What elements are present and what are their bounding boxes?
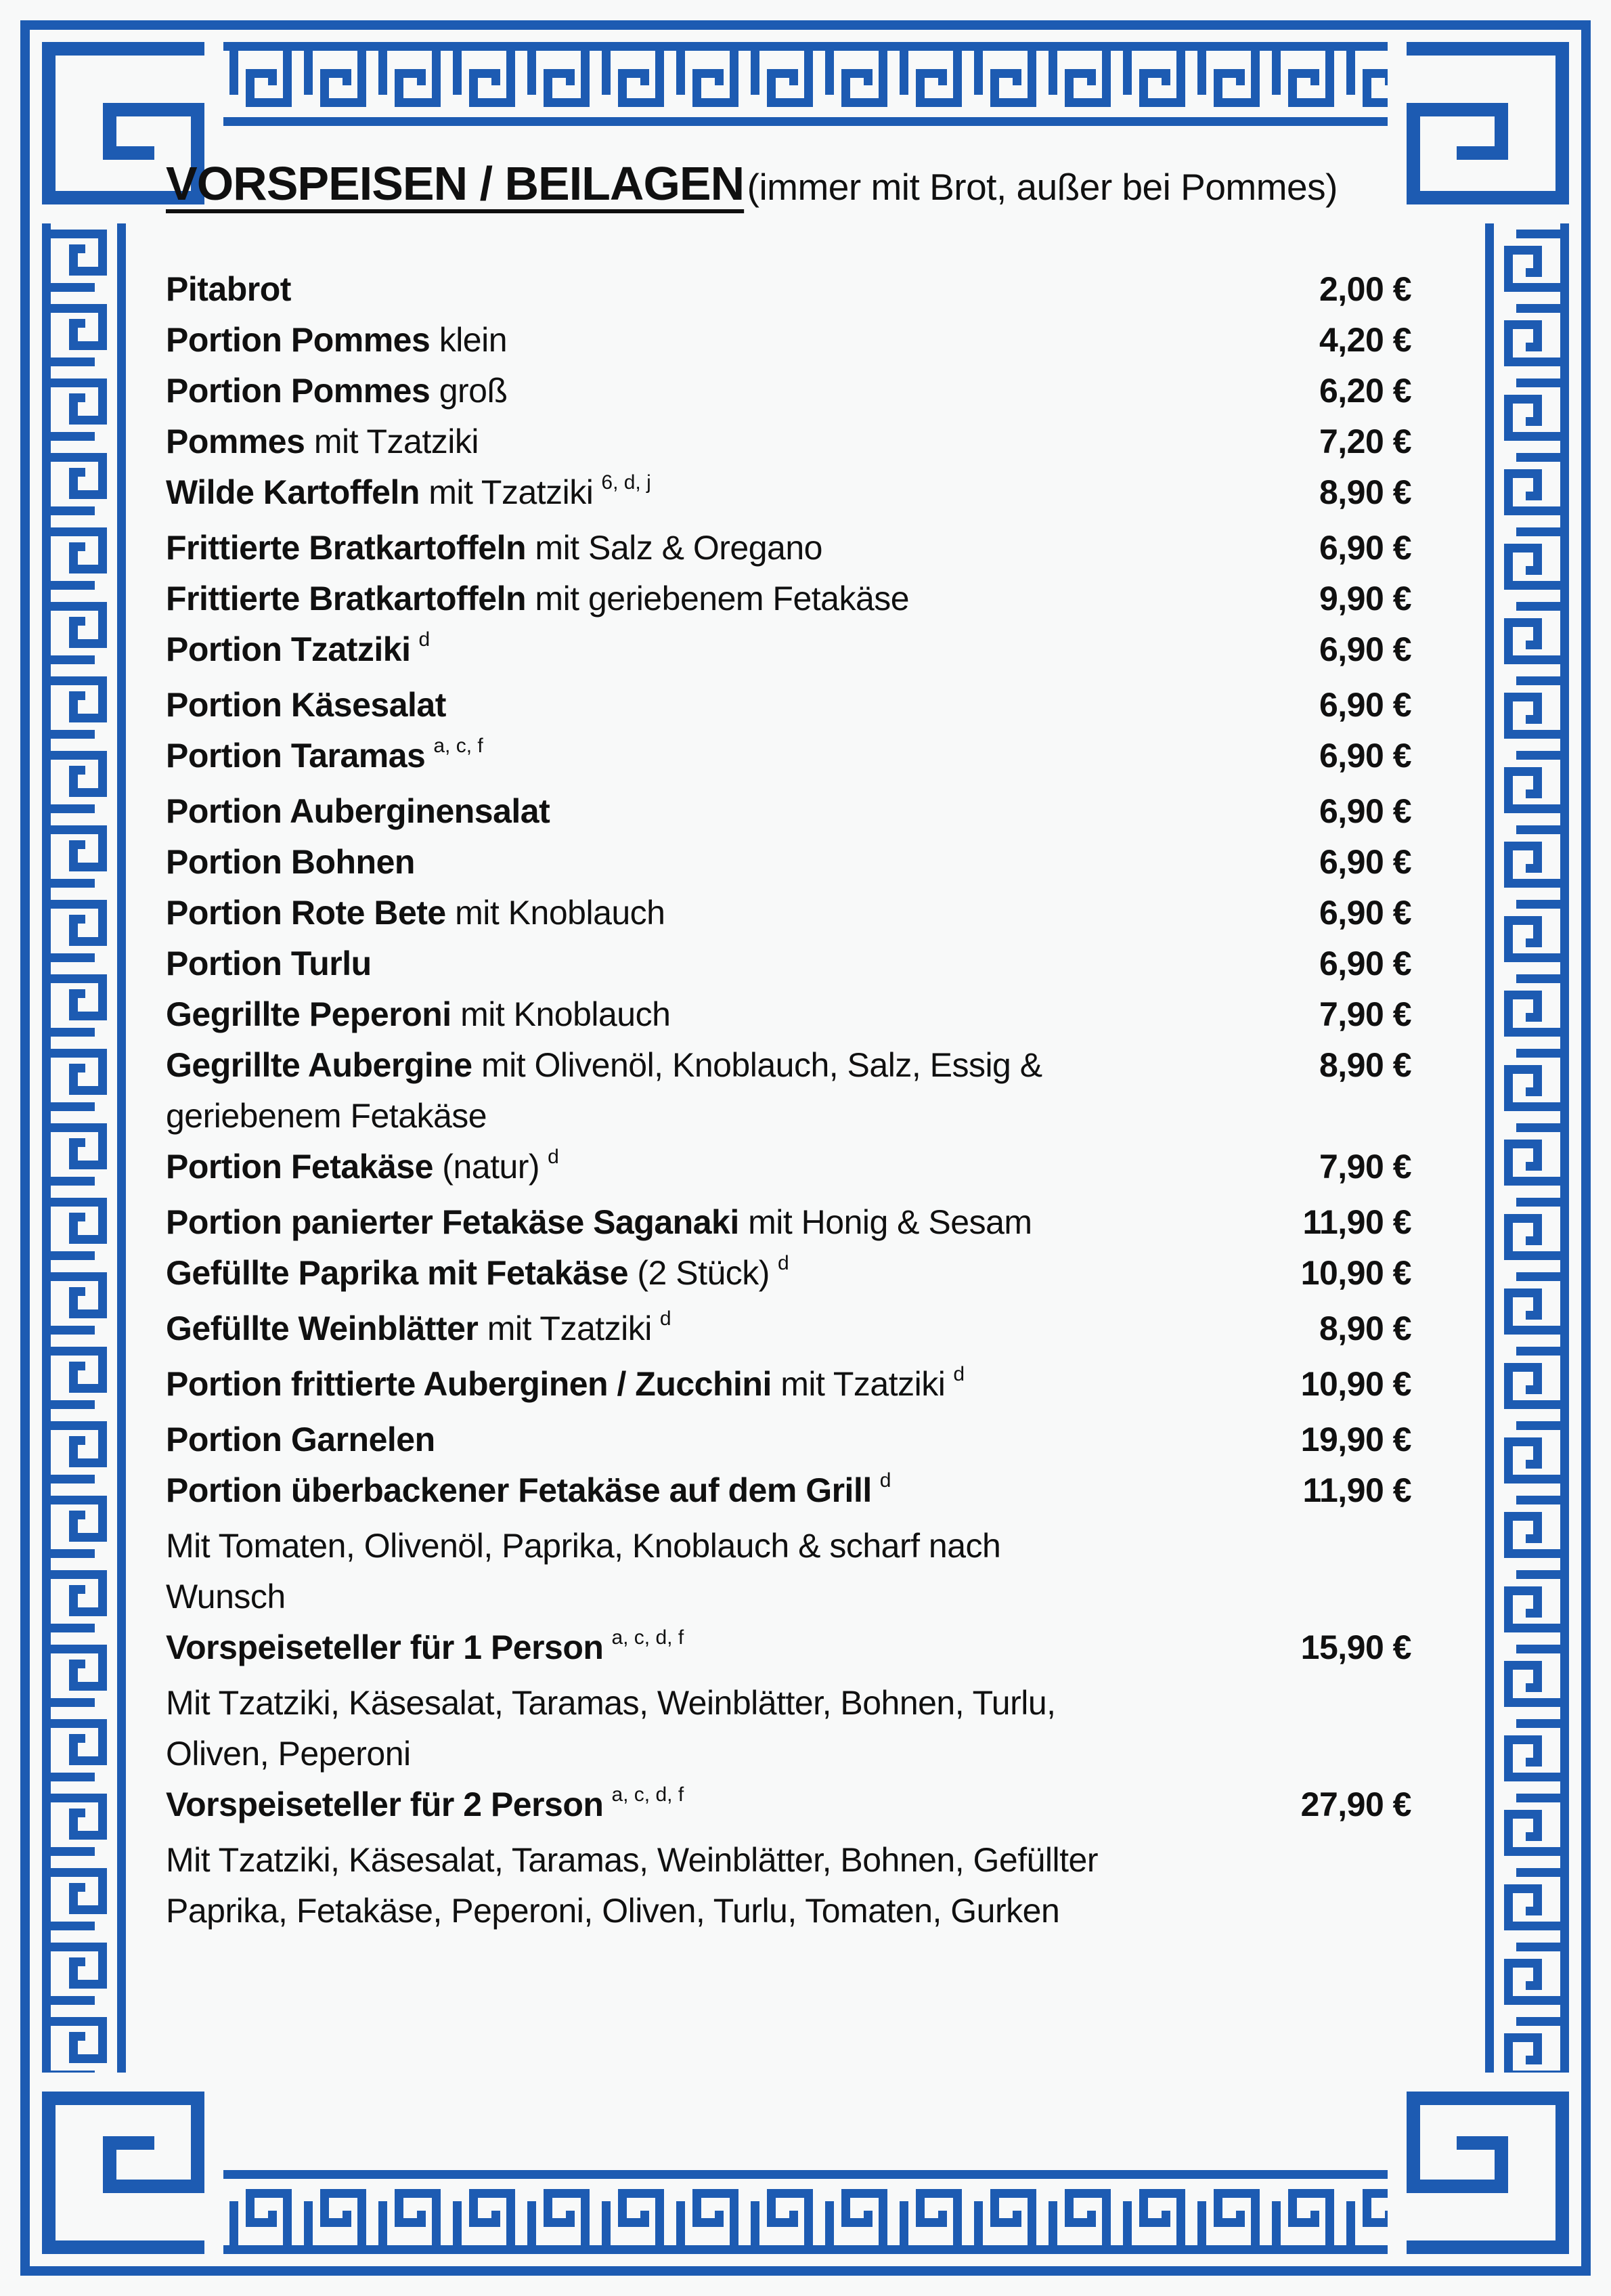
item-name <box>166 786 1319 837</box>
menu-item-row <box>166 416 1411 467</box>
item-price: 27,90 € <box>1300 1785 1411 1823</box>
menu-item-row <box>166 1248 1411 1303</box>
item-price: 10,90 € <box>1300 1365 1411 1403</box>
item-name-detail: mit Knoblauch <box>445 894 665 932</box>
item-price: 2,00 € <box>1319 270 1411 308</box>
menu-item-description-row <box>166 1521 1411 1572</box>
item-name <box>166 1142 1319 1197</box>
menu-item-description-row <box>166 1729 1411 1779</box>
item-name-bold: Wilde Kartoffeln <box>166 473 420 511</box>
item-price: 19,90 € <box>1300 1421 1411 1458</box>
item-name <box>166 1414 1301 1465</box>
menu-item-row <box>166 1197 1411 1248</box>
item-description: geriebenem Fetakäse <box>166 1097 487 1135</box>
item-name <box>166 938 1319 989</box>
item-name <box>166 731 1319 786</box>
menu-content <box>166 154 1411 1936</box>
item-name-bold: Portion Rote Bete <box>166 894 446 932</box>
menu-item-row <box>166 1779 1411 1835</box>
item-name <box>166 1303 1319 1359</box>
item-name-bold: Vorspeiseteller für 2 Person <box>166 1785 604 1823</box>
item-name-detail: (2 Stück) <box>628 1254 770 1292</box>
menu-item-row <box>166 837 1411 888</box>
item-name <box>166 989 1319 1040</box>
item-name <box>166 1779 1301 1835</box>
menu-item-row <box>166 523 1411 573</box>
item-price: 7,90 € <box>1319 1148 1411 1186</box>
item-name-bold: Portion Käsesalat <box>166 686 446 724</box>
item-name <box>166 573 1319 624</box>
item-name-bold: Portion panierter Fetakäse Saganaki <box>166 1203 739 1241</box>
item-name-bold: Pommes <box>166 423 305 460</box>
item-name-bold: Portion Fetakäse <box>166 1148 433 1186</box>
item-price: 8,90 € <box>1319 473 1411 511</box>
item-allergen-superscript: d <box>548 1146 559 1168</box>
item-name-detail: mit Tzatziki <box>305 423 479 460</box>
item-name-detail: groß <box>430 372 508 410</box>
item-name-bold: Gefüllte Paprika mit Fetakäse <box>166 1254 629 1292</box>
item-price: 6,90 € <box>1319 945 1411 982</box>
menu-item-row <box>166 1359 1411 1414</box>
item-name <box>166 523 1319 573</box>
item-price: 6,90 € <box>1319 894 1411 932</box>
item-name-bold: Frittierte Bratkartoffeln <box>166 580 527 618</box>
item-name <box>166 1465 1302 1521</box>
item-name <box>166 315 1319 366</box>
item-price: 9,90 € <box>1319 580 1411 618</box>
item-name <box>166 624 1319 680</box>
item-name <box>166 1197 1302 1248</box>
menu-item-row <box>166 573 1411 624</box>
item-allergen-superscript: a, c, d, f <box>611 1626 684 1649</box>
menu-item-row <box>166 1303 1411 1359</box>
item-name <box>166 888 1319 938</box>
menu-item-row <box>166 1142 1411 1197</box>
item-description: Wunsch <box>166 1578 286 1616</box>
item-description: Paprika, Fetakäse, Peperoni, Oliven, Turlu, Tomaten, Gurken <box>166 1892 1060 1930</box>
item-name <box>166 416 1319 467</box>
item-price: 15,90 € <box>1300 1628 1411 1666</box>
item-allergen-superscript: a, c, d, f <box>611 1783 684 1806</box>
item-price: 11,90 € <box>1302 1203 1411 1241</box>
item-description: Mit Tzatziki, Käsesalat, Taramas, Weinblätter, Bohnen, Turlu, <box>166 1684 1056 1722</box>
item-price: 6,90 € <box>1319 792 1411 830</box>
item-price: 8,90 € <box>1319 1046 1411 1084</box>
item-name-bold: Pitabrot <box>166 270 291 308</box>
item-name-bold: Gegrillte Aubergine <box>166 1046 472 1084</box>
menu-item-row <box>166 680 1411 731</box>
item-price: 6,90 € <box>1319 529 1411 567</box>
menu-item-row <box>166 731 1411 786</box>
item-price: 6,90 € <box>1319 737 1411 775</box>
menu-item-row <box>166 467 1411 523</box>
item-name <box>166 680 1319 731</box>
item-price: 11,90 € <box>1302 1471 1411 1509</box>
item-name <box>166 264 1319 315</box>
item-allergen-superscript: a, c, f <box>433 735 483 757</box>
page-subtitle: (immer mit Brot, außer bei Pommes) <box>747 166 1338 208</box>
item-description: Mit Tzatziki, Käsesalat, Taramas, Weinblätter, Bohnen, Gefüllter <box>166 1841 1098 1879</box>
section-heading <box>166 154 1411 226</box>
menu-item-row <box>166 938 1411 989</box>
item-name-bold: Portion Auberginensalat <box>166 792 550 830</box>
menu-item-row <box>166 315 1411 366</box>
item-name <box>166 1248 1301 1303</box>
item-name-detail: (natur) <box>433 1148 540 1186</box>
menu-item-row <box>166 264 1411 315</box>
item-description: Oliven, Peperoni <box>166 1735 411 1773</box>
item-name-detail: mit Knoblauch <box>451 995 671 1033</box>
item-price: 8,90 € <box>1319 1309 1411 1347</box>
item-name-bold: Portion Garnelen <box>166 1421 435 1458</box>
menu-item-description-row <box>166 1091 1411 1142</box>
menu-item-description-row <box>166 1835 1411 1886</box>
menu-item-row <box>166 1040 1411 1091</box>
item-price: 7,90 € <box>1319 995 1411 1033</box>
item-name-bold: Portion Turlu <box>166 945 372 982</box>
item-name-detail: mit Honig & Sesam <box>738 1203 1032 1241</box>
menu-item-row <box>166 989 1411 1040</box>
page-title: VORSPEISEN / BEILAGEN <box>166 157 745 210</box>
item-name <box>166 1359 1301 1414</box>
item-allergen-superscript: 6, d, j <box>601 471 651 494</box>
menu-item-row <box>166 1465 1411 1521</box>
item-name <box>166 467 1319 523</box>
item-name <box>166 837 1319 888</box>
menu-item-row <box>166 624 1411 680</box>
item-name-bold: Portion frittierte Auberginen / Zucchini <box>166 1365 772 1403</box>
item-name-bold: Portion überbackener Fetakäse auf dem Grill <box>166 1471 872 1509</box>
item-price: 10,90 € <box>1300 1254 1411 1292</box>
item-name-bold: Portion Pommes <box>166 372 431 410</box>
item-name-bold: Portion Taramas <box>166 737 426 775</box>
item-name-detail: klein <box>430 321 508 359</box>
item-name-bold: Portion Pommes <box>166 321 431 359</box>
menu-item-description-row <box>166 1678 1411 1729</box>
item-name-detail: mit Olivenöl, Knoblauch, Salz, Essig & <box>472 1046 1042 1084</box>
item-name-detail: mit geriebenem Fetakäse <box>526 580 910 618</box>
item-allergen-superscript: d <box>777 1252 789 1274</box>
item-name-bold: Portion Bohnen <box>166 843 415 881</box>
item-name <box>166 366 1319 416</box>
item-description: Mit Tomaten, Olivenöl, Paprika, Knoblauch & scharf nach <box>166 1527 1001 1565</box>
item-name-detail: mit Tzatziki <box>419 473 594 511</box>
item-price: 7,20 € <box>1319 423 1411 460</box>
item-name-detail: mit Tzatziki <box>478 1309 652 1347</box>
item-name-bold: Frittierte Bratkartoffeln <box>166 529 527 567</box>
item-name <box>166 1040 1319 1091</box>
menu-item-row <box>166 1414 1411 1465</box>
menu-item-row <box>166 366 1411 416</box>
menu-item-list <box>166 264 1411 1936</box>
item-allergen-superscript: d <box>879 1469 891 1492</box>
item-price: 6,90 € <box>1319 630 1411 668</box>
menu-item-description-row <box>166 1572 1411 1622</box>
item-price: 4,20 € <box>1319 321 1411 359</box>
menu-item-row <box>166 1622 1411 1678</box>
item-name-detail: mit Tzatziki <box>771 1365 946 1403</box>
menu-item-row <box>166 888 1411 938</box>
item-name <box>166 1622 1301 1678</box>
item-name-bold: Vorspeiseteller für 1 Person <box>166 1628 604 1666</box>
menu-item-description-row <box>166 1886 1411 1936</box>
item-allergen-superscript: d <box>418 628 431 651</box>
item-name-detail: mit Salz & Oregano <box>526 529 822 567</box>
item-price: 6,20 € <box>1319 372 1411 410</box>
item-allergen-superscript: d <box>659 1307 671 1330</box>
item-allergen-superscript: d <box>953 1363 965 1385</box>
item-price: 6,90 € <box>1319 686 1411 724</box>
item-name-bold: Gefüllte Weinblätter <box>166 1309 479 1347</box>
menu-item-row <box>166 786 1411 837</box>
item-name-bold: Portion Tzatziki <box>166 630 411 668</box>
item-name-bold: Gegrillte Peperoni <box>166 995 451 1033</box>
item-price: 6,90 € <box>1319 843 1411 881</box>
